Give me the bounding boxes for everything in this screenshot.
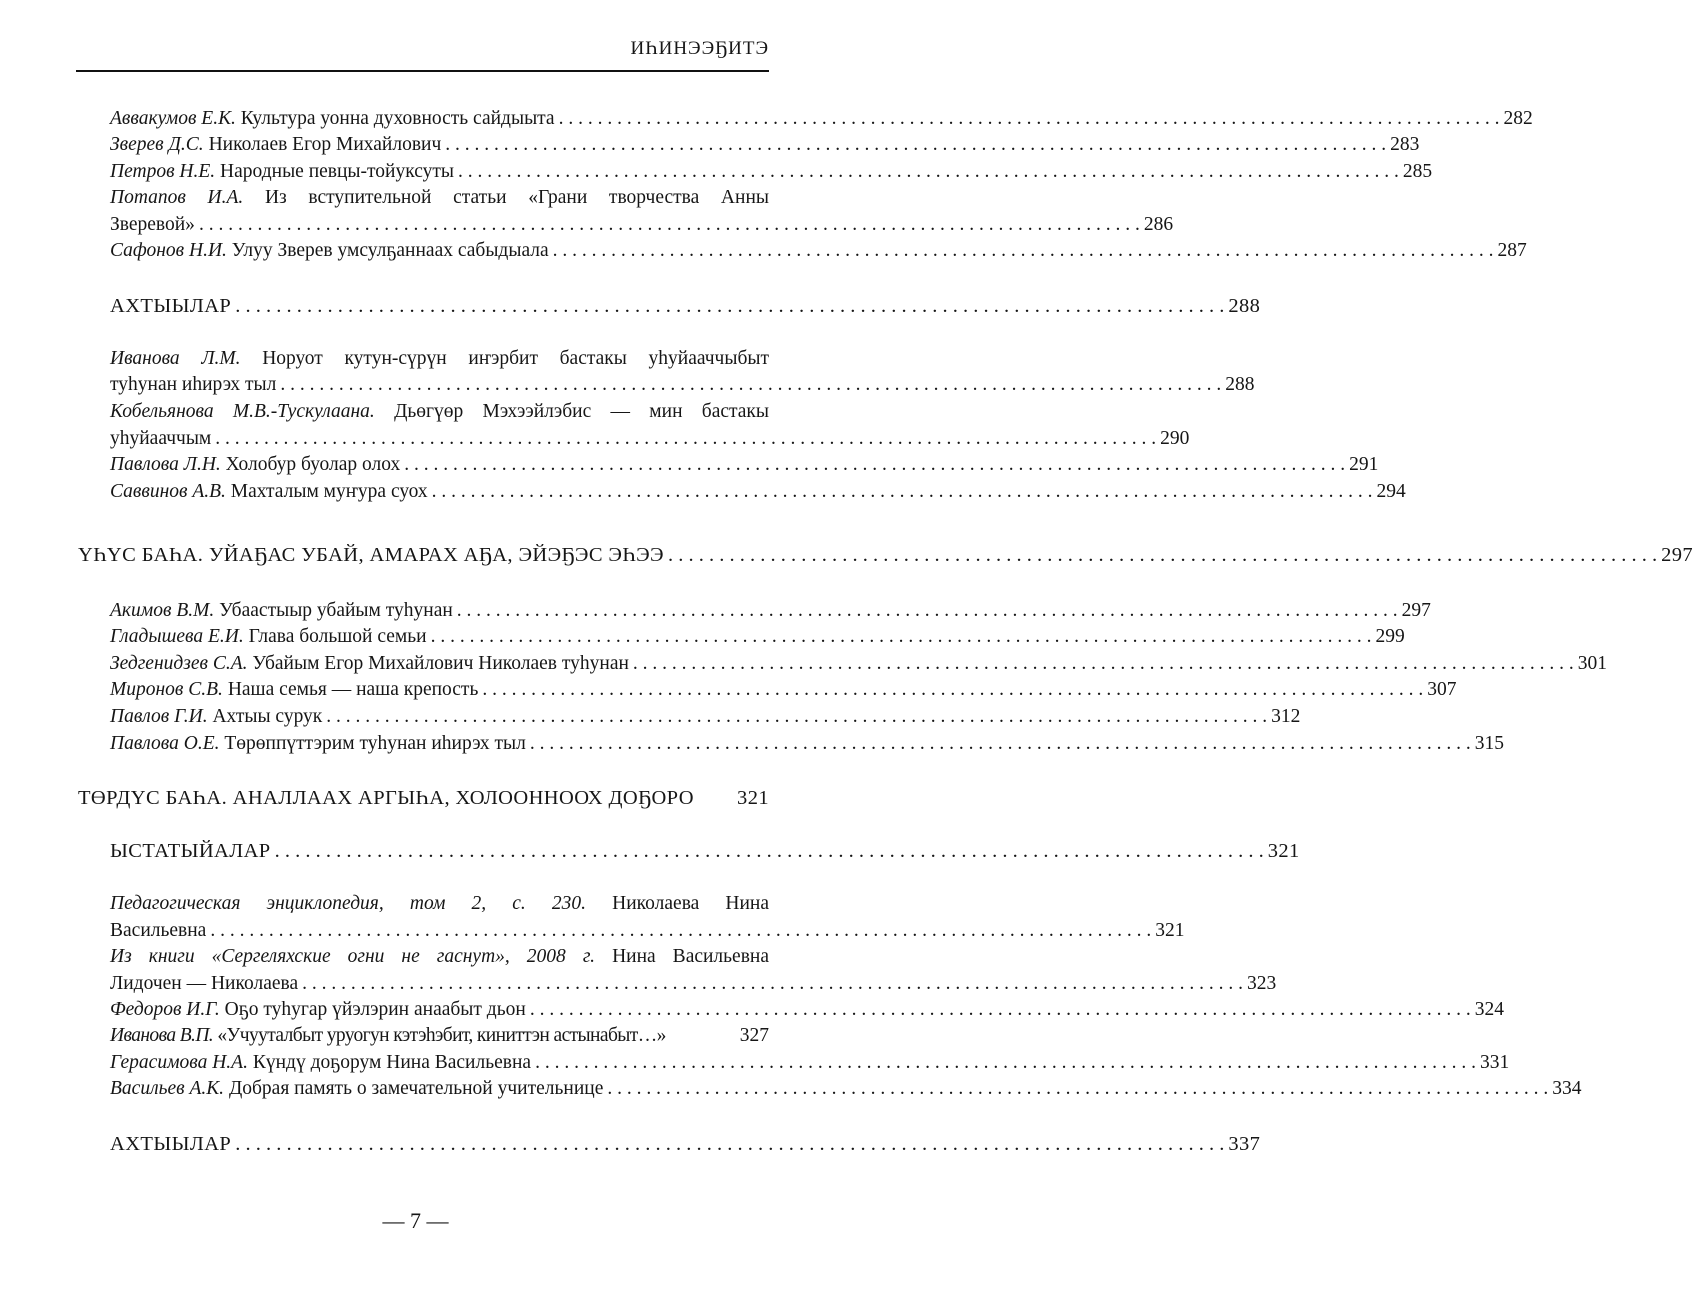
toc-entry-page: 288: [1225, 374, 1255, 395]
toc-entry: [110, 132, 1420, 158]
toc-entry-title: Улуу Зверев умсулҕаннаах сабыдыала: [231, 240, 549, 261]
toc-entry-title: Норуот кутун-сүрүн иҥэрбит бастакы уһуйааччыбыт: [262, 348, 770, 369]
toc-entry-author: Федоров И.Г.: [110, 999, 220, 1020]
toc-entry-author: Аввакумов Е.К.: [110, 108, 236, 129]
toc-entry-page: 285: [1402, 161, 1433, 182]
toc-entry: [110, 971, 1277, 997]
toc-entry-author: Павлова Л.Н.: [110, 454, 221, 475]
toc-entry-author: Акимов В.М.: [110, 600, 215, 621]
toc-entry: [110, 238, 1527, 264]
toc-entry: [110, 918, 1185, 944]
toc-entry: [110, 212, 1174, 238]
toc-entry-line: [110, 891, 769, 917]
toc-entry-page: 331: [1479, 1052, 1510, 1073]
leader-dots: [668, 542, 1657, 568]
toc-entry-page: 294: [1376, 481, 1406, 502]
toc-entry-page: 297: [1401, 600, 1431, 621]
toc-entry-page: 307: [1427, 679, 1457, 700]
toc-section: [110, 838, 1300, 864]
leader-dots: [275, 838, 1264, 864]
toc-section-title: АХТЫЫЛАР: [110, 1133, 232, 1155]
toc-entry-title: Народные певцы-тойуксуты: [220, 161, 454, 182]
toc-section-page: 297: [1661, 544, 1693, 566]
toc-entry-title: Николаев Егор Михайлович: [208, 134, 442, 155]
leader-dots: [210, 918, 1151, 944]
toc-entry-author: Сафонов Н.И.: [110, 240, 227, 261]
toc-entry-title: Оҕо туһугар үйэлэрин анаабыт дьон: [224, 999, 526, 1020]
leader-dots: [633, 651, 1574, 677]
toc-entry: [110, 1050, 1510, 1076]
toc-section-title: ЫСТАТЫЙАЛАР: [110, 840, 271, 862]
toc-section-page: 337: [1228, 1133, 1261, 1155]
toc-entry: [110, 704, 1301, 730]
toc-entry-title: Из вступительной статьи «Грани творчества Анны: [264, 187, 769, 208]
toc-entry-author: Кобельянова М.В.-Тускулаана.: [110, 401, 375, 422]
leader-dots: [607, 1076, 1548, 1102]
toc-entry-title: Добрая память о замечательной учительнице: [228, 1078, 604, 1099]
toc-entry: [110, 372, 1255, 398]
toc-entry-author: Потапов И.А.: [110, 187, 244, 208]
toc-part-heading: [78, 785, 769, 811]
toc-section-page: 321: [737, 787, 769, 809]
toc-entry: [110, 479, 1406, 505]
toc-section: [110, 293, 1261, 319]
toc-section-title: ТӨРДҮС БАҺА. АНАЛЛААХ АРГЫҺА, ХОЛООННООХ ДОҔОРО: [78, 787, 694, 809]
toc-entry-page: 324: [1474, 999, 1504, 1020]
toc-entry-author: Из книги «Сергеляхские огни не гаснут», 2008 г.: [110, 946, 596, 967]
toc-entry-title: Глава большой семьи: [248, 626, 427, 647]
toc-entry: [110, 997, 1504, 1023]
leader-dots: [482, 677, 1423, 703]
toc-entry-author: Павлова О.Е.: [110, 733, 220, 754]
toc-entry-page: 312: [1271, 706, 1301, 727]
toc-entry-title: «Учууталбыт уруогун кэтэһэбит, киниттэн астынабыт…»: [217, 1025, 666, 1046]
toc-entry: [110, 677, 1457, 703]
toc-entry-page: 286: [1143, 214, 1174, 235]
toc-entry-page: 283: [1390, 134, 1420, 155]
toc-entry: [110, 624, 1405, 650]
toc-section-page: 321: [1267, 840, 1300, 862]
toc-entry-author: Иванова Л.М.: [110, 348, 241, 369]
toc-entry-author: Саввинов А.В.: [110, 481, 226, 502]
toc-entry: [110, 731, 1504, 757]
toc-entry-title: Убаастыыр убайым туһунан: [219, 600, 453, 621]
toc-entry: [110, 426, 1190, 452]
toc-entry: [110, 1076, 1582, 1102]
toc-entry-title: Төрөппүттэрим туһунан иһирэх тыл: [224, 733, 526, 754]
toc-entry-title: Дьөгүөр Мэхээйлэбис — мин бастакы: [394, 401, 769, 422]
toc-entry-author: Педагогическая энциклопедия, том 2, с. 230.: [110, 893, 587, 914]
toc-entry-title: Ахтыы сурук: [212, 706, 323, 727]
leader-dots: [458, 159, 1399, 185]
leader-dots: [445, 132, 1386, 158]
toc-entry-author: Зедгенидзев С.А.: [110, 653, 248, 674]
leader-dots: [432, 479, 1373, 505]
leader-dots: [530, 997, 1471, 1023]
leader-dots: [535, 1050, 1476, 1076]
toc-section-page: 288: [1228, 295, 1261, 317]
toc-entry-line: [110, 944, 769, 970]
leader-dots: [199, 212, 1140, 238]
toc-entry-title: Наша семья — наша крепость: [227, 679, 479, 700]
toc-entry: [110, 452, 1379, 478]
toc-entry: [110, 159, 1433, 185]
toc-entry-page: 334: [1552, 1078, 1582, 1099]
leader-dots: [457, 598, 1398, 624]
toc-entry-author: Зверев Д.С.: [110, 134, 204, 155]
leader-dots: [215, 426, 1156, 452]
toc-section-title: ҮҺҮС БАҺА. УЙАҔАС УБАЙ, АМАРАХ АҔА, ЭЙЭҔЭС ЭҺЭЭ: [78, 544, 664, 566]
toc-section: [110, 1131, 1261, 1157]
toc-entry-page: 327: [739, 1025, 769, 1046]
toc-entry-author: Петров Н.Е.: [110, 161, 216, 182]
toc-entry: [110, 1023, 769, 1049]
toc-entry-title: Культура уонна духовность сайдыыта: [240, 108, 555, 129]
toc-entry-author: Иванова В.П.: [110, 1025, 214, 1046]
toc-entry-title: Нина Васильевна: [612, 946, 770, 967]
toc-entry-author: Гладышева Е.И.: [110, 626, 244, 647]
toc-entry-title: Махталым муҥура суох: [230, 481, 428, 502]
toc-entry-page: 321: [1155, 920, 1185, 941]
leader-dots: [235, 1131, 1224, 1157]
toc-entry-author: Герасимова Н.А.: [110, 1052, 248, 1073]
toc-entry-author: Васильев А.К.: [110, 1078, 225, 1099]
toc-entry-title: Күндү доҕорум Нина Васильевна: [252, 1052, 532, 1073]
toc-entry: [110, 106, 1533, 132]
toc-entry-page: 291: [1349, 454, 1379, 475]
page-number: — 7 —: [382, 1208, 449, 1233]
toc-entry-continuation: Васильевна: [110, 920, 207, 941]
toc-entry-page: 282: [1503, 108, 1533, 129]
toc-entry-page: 290: [1160, 428, 1190, 449]
toc-entry-title: Николаева Нина: [612, 893, 770, 914]
toc-entry-continuation: Зверевой»: [110, 214, 195, 235]
leader-dots: [530, 731, 1471, 757]
toc-entry-page: 287: [1497, 240, 1527, 261]
toc-entry-line: [110, 346, 769, 372]
toc-entry-author: Миронов С.В.: [110, 679, 223, 700]
toc-part-heading: [78, 542, 1693, 568]
toc-entry-continuation: Лидочен — Николаева: [110, 973, 299, 994]
toc-entry-title: Холобур буолар олох: [225, 454, 401, 475]
toc-entry-author: Павлов Г.И.: [110, 706, 208, 727]
leader-dots: [302, 971, 1243, 997]
leader-dots: [553, 238, 1494, 264]
header-rule: [76, 70, 769, 72]
leader-dots: [559, 106, 1500, 132]
toc-entry-continuation: уһуйааччым: [110, 428, 212, 449]
toc-entry-page: 301: [1577, 653, 1608, 674]
toc-entry-continuation: туһунан иһирэх тыл: [110, 374, 277, 395]
toc-entry-line: [110, 399, 769, 425]
leader-dots: [280, 372, 1221, 398]
toc-entry: [110, 598, 1431, 624]
toc-entry: [110, 651, 1608, 677]
leader-dots: [404, 452, 1345, 478]
leader-dots: [431, 624, 1372, 650]
toc-entry-title: Убайым Егор Михайлович Николаев туһунан: [252, 653, 629, 674]
toc-entry-page: 299: [1375, 626, 1405, 647]
toc-section-title: АХТЫЫЛАР: [110, 295, 232, 317]
leader-dots: [326, 704, 1267, 730]
leader-dots: [235, 293, 1224, 319]
toc-entry-page: 323: [1247, 973, 1277, 994]
running-header: ИҺИНЭЭҔИТЭ: [630, 38, 769, 59]
toc-entry-page: 315: [1474, 733, 1504, 754]
toc-entry-line: [110, 185, 769, 211]
